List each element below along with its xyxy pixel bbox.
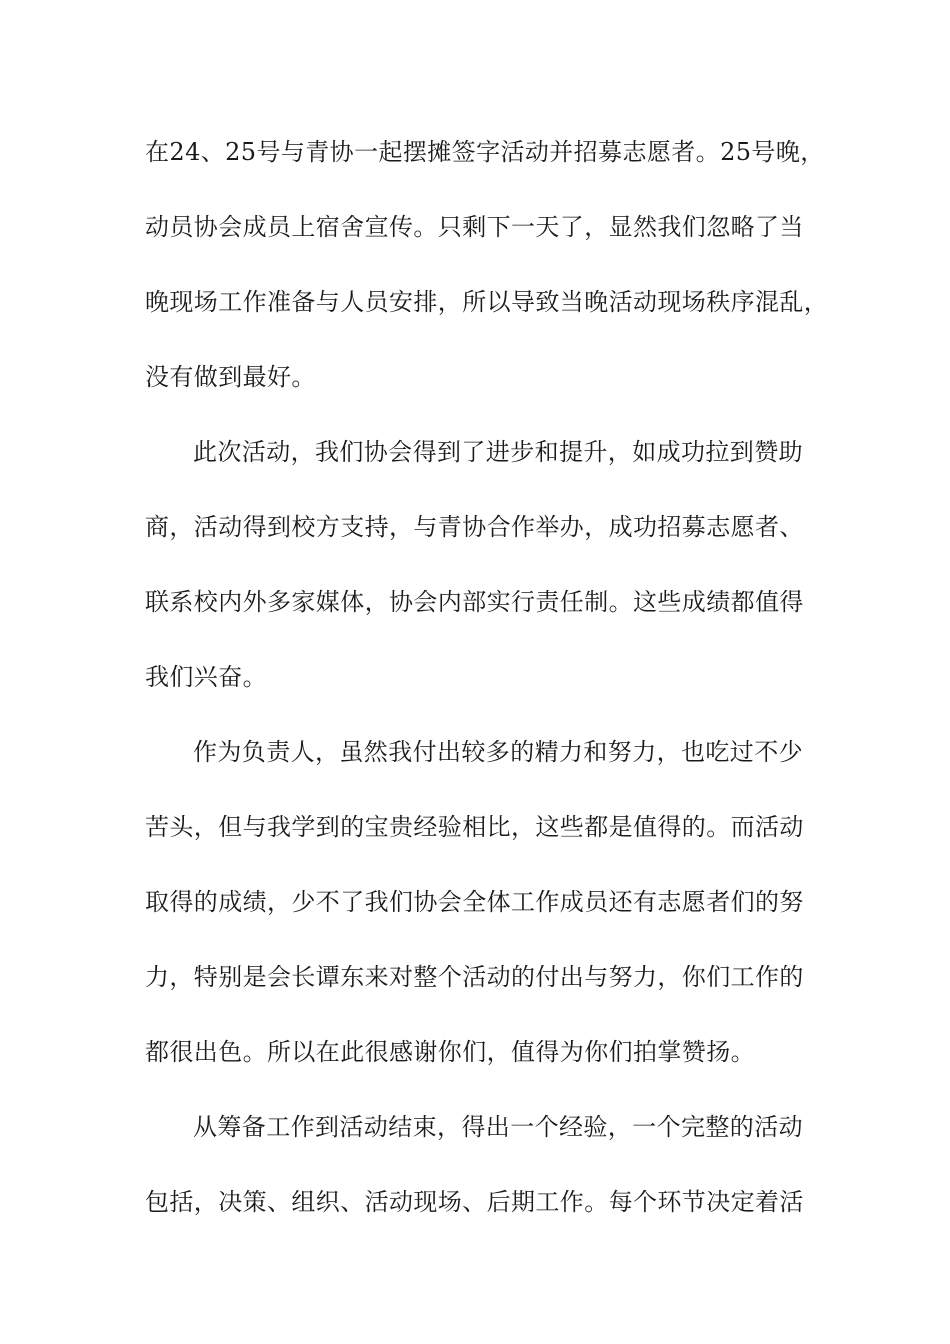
text-line: 晚现场工作准备与人员安排，所以导致当晚活动现场秩序混乱， [145,288,829,316]
text-line: 取得的成绩，少不了我们协会全体工作成员还有志愿者们的努 [145,888,804,916]
text-line: 我们兴奋。 [145,663,267,691]
text-line: 动员协会成员上宿舍宣传。只剩下一天了，显然我们忽略了当 [145,213,804,241]
text-line: 力，特别是会长谭东来对整个活动的付出与努力，你们工作的 [145,963,804,991]
text-line: 在24、25号与青协一起摆摊签字活动并招募志愿者。25号晚， [145,138,825,166]
text-line: 包括，决策、组织、活动现场、后期工作。每个环节决定着活 [145,1188,804,1216]
text-line: 联系校内外多家媒体，协会内部实行责任制。这些成绩都值得 [145,588,804,616]
text-line: 没有做到最好。 [145,363,316,391]
paragraph-first-line: 从筹备工作到活动结束，得出一个经验，一个完整的活动 [193,1113,803,1141]
text-line: 苦头，但与我学到的宝贵经验相比，这些都是值得的。而活动 [145,813,804,841]
paragraph-first-line: 作为负责人，虽然我付出较多的精力和努力，也吃过不少 [193,738,803,766]
text-line: 都很出色。所以在此很感谢你们，值得为你们拍掌赞扬。 [145,1038,755,1066]
paragraph-first-line: 此次活动，我们协会得到了进步和提升，如成功拉到赞助 [193,438,803,466]
text-line: 商，活动得到校方支持，与青协合作举办，成功招募志愿者、 [145,513,804,541]
